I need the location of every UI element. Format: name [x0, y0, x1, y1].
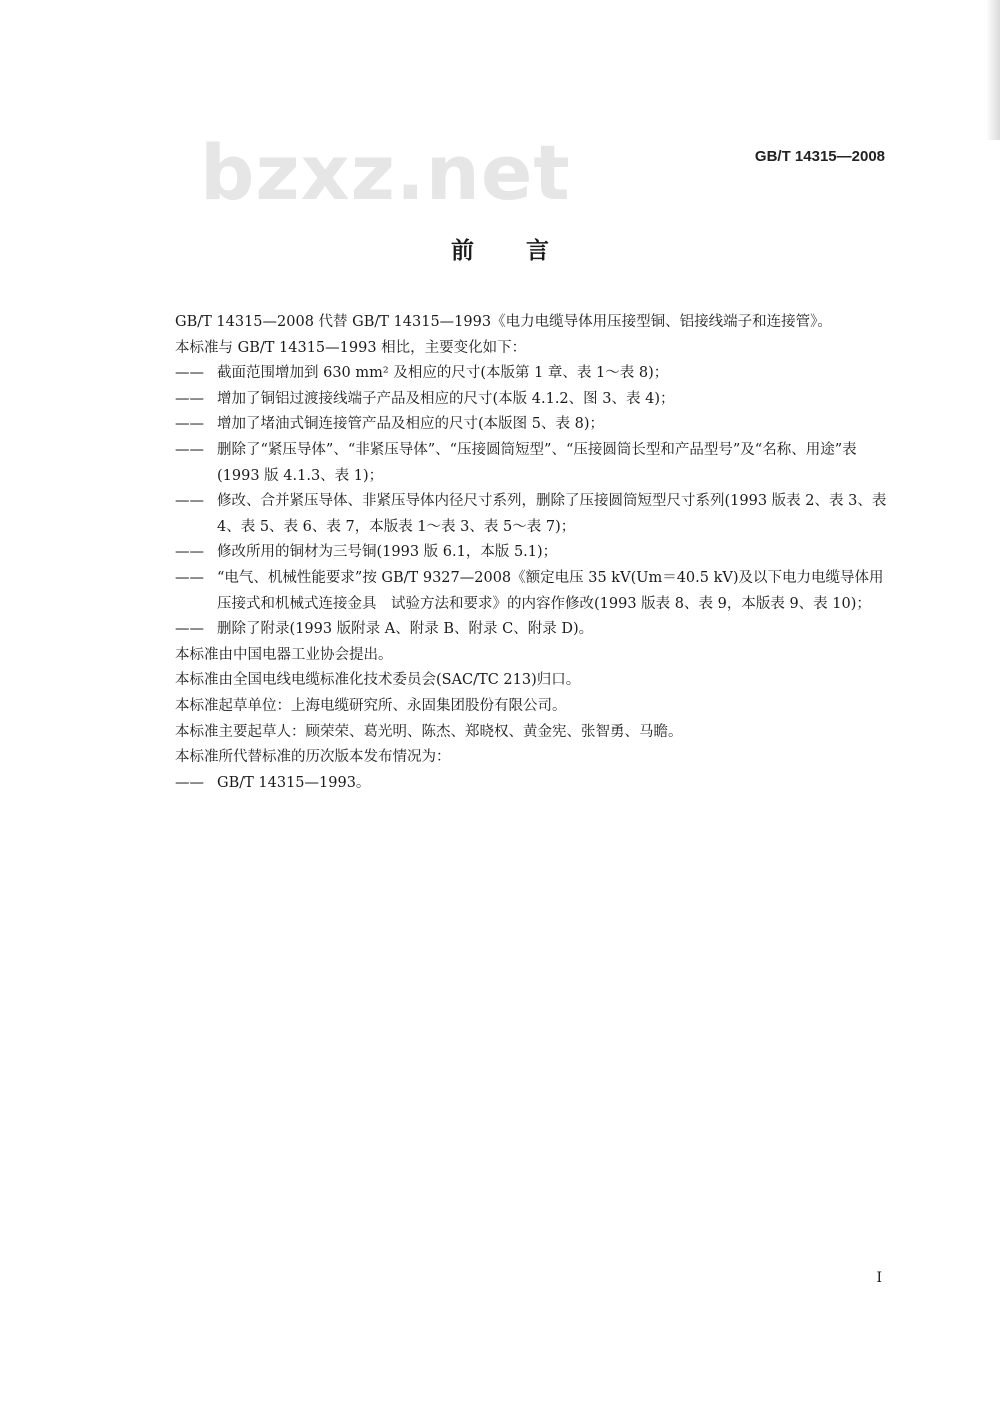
- dash-marker: ——: [175, 493, 204, 510]
- closing-line: 本标准由中国电器工业协会提出。: [175, 646, 393, 663]
- change-text: 删除了附录(1993 版附录 A、附录 B、附录 C、附录 D)。: [217, 621, 594, 638]
- intro-line: 本标准与 GB/T 14315—1993 相比，主要变化如下：: [175, 339, 527, 356]
- change-item: [175, 361, 895, 387]
- change-text: 修改所用的铜材为三号铜(1993 版 6.1，本版 5.1)；: [217, 544, 558, 561]
- closing-line: 本标准主要起草人：顾荣荣、葛光明、陈杰、郑晓权、黄金宪、张智勇、马瞻。: [175, 723, 683, 740]
- change-item: [175, 438, 895, 489]
- dash-marker: ——: [175, 544, 204, 561]
- change-text: 增加了堵油式铜连接管产品及相应的尺寸(本版图 5、表 8)；: [217, 416, 604, 433]
- change-text: 截面范围增加到 630 mm² 及相应的尺寸(本版第 1 章、表 1～表 8)；: [217, 365, 669, 382]
- page-edge-shadow: [986, 0, 1000, 140]
- foreword-body: [175, 310, 895, 796]
- closing-line: 本标准起草单位：上海电缆研究所、永固集团股份有限公司。: [175, 697, 567, 714]
- change-item: [175, 617, 895, 643]
- dash-marker: ——: [175, 441, 204, 458]
- dash-marker: ——: [175, 774, 204, 791]
- change-text: 增加了铜铝过渡接线端子产品及相应的尺寸(本版 4.1.2、图 3、表 4)；: [217, 390, 675, 407]
- change-item: [175, 412, 895, 438]
- closing-line: 本标准由全国电线电缆标准化技术委员会(SAC/TC 213)归口。: [175, 672, 581, 689]
- change-item: [175, 387, 895, 413]
- history-text: GB/T 14315—1993。: [217, 774, 371, 791]
- change-text: 修改、合并紧压导体、非紧压导体内径尺寸系列，删除了压接圆筒短型尺寸系列(1993 版表 2、表 3、表 4、表 5、表 6、表 7，本版表 1～表 3、表 5～表 7)；: [217, 493, 887, 535]
- page-number: I: [876, 1270, 882, 1286]
- dash-marker: ——: [175, 569, 204, 586]
- closing-line: 本标准所代替标准的历次版本发布情况为：: [175, 749, 451, 766]
- change-item: [175, 566, 895, 617]
- page-title: 前言: [451, 238, 601, 264]
- change-text: “电气、机械性能要求”按 GB/T 9327—2008《额定电压 35 kV(Um＝40.5 kV)及以下电力电缆导体用压接式和机械式连接金具 试验方法和要求》的内容作修改(1993 版表 8、表 9，本版表 9、表 10)；: [217, 569, 884, 612]
- dash-marker: ——: [175, 390, 204, 407]
- watermark: bzxz.net: [200, 128, 571, 217]
- change-item: [175, 489, 895, 540]
- dash-marker: ——: [175, 416, 204, 433]
- change-text: 删除了“紧压导体”、“非紧压导体”、“压接圆筒短型”、“压接圆筒长型和产品型号”及“名称、用途”表(1993 版 4.1.3、表 1)；: [217, 441, 857, 484]
- intro-line: GB/T 14315—2008 代替 GB/T 14315—1993《电力电缆导体用压接型铜、铝接线端子和连接管》。: [175, 314, 832, 330]
- dash-marker: ——: [175, 621, 204, 638]
- dash-marker: ——: [175, 365, 204, 382]
- standard-number: GB/T 14315—2008: [754, 148, 885, 165]
- history-item: [175, 771, 895, 797]
- change-item: [175, 540, 895, 566]
